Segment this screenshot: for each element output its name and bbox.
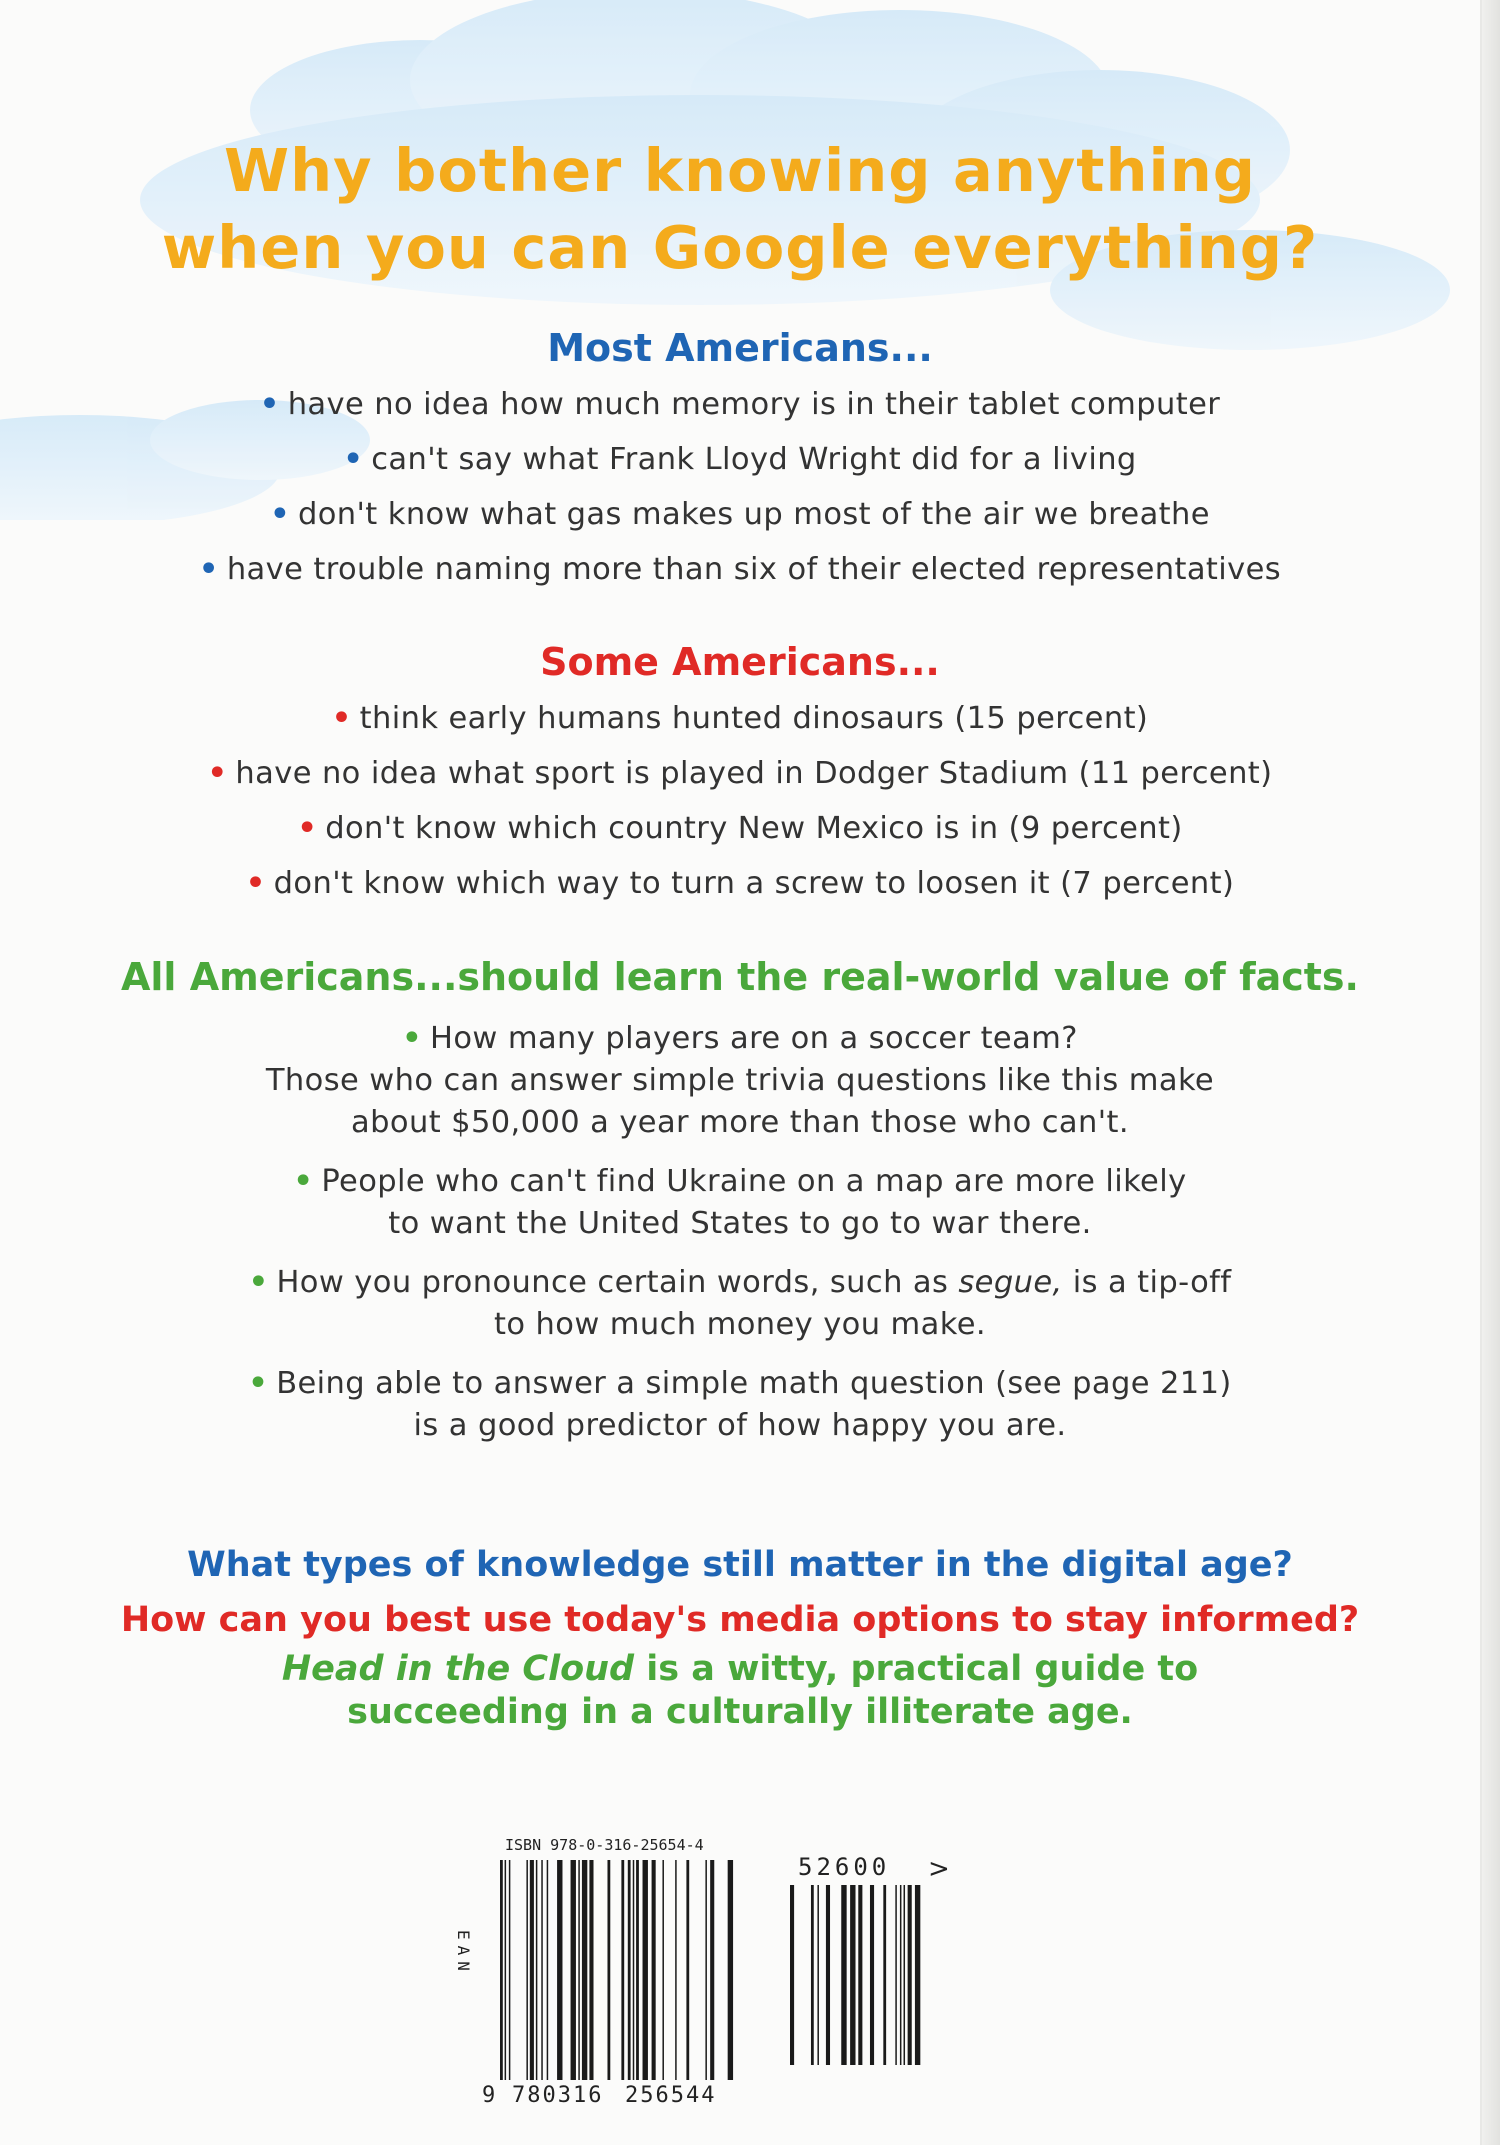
book-spine-edge bbox=[1482, 0, 1500, 2145]
barcode-digits-left: 780316 bbox=[512, 2083, 604, 2108]
book-spine-line bbox=[1480, 0, 1482, 2145]
barcode-bar bbox=[547, 1860, 549, 2080]
closing-section bbox=[0, 1538, 1480, 1734]
most-americans-section bbox=[0, 323, 1480, 597]
barcode-bar bbox=[633, 1860, 635, 2080]
bullet-icon: • bbox=[331, 701, 352, 736]
barcode-bar bbox=[578, 1860, 580, 2080]
list-item: • don't know which country New Mexico is in (9 percent) bbox=[297, 811, 1183, 846]
headline-line-2: when you can Google everything? bbox=[161, 213, 1319, 282]
barcode-bar bbox=[530, 1860, 534, 2080]
fact-paragraph-2: • People who can't find Ukraine on a map are more likely to want the United States to go to war there. bbox=[293, 1164, 1187, 1241]
barcode bbox=[440, 1830, 960, 2110]
bullet-icon: • bbox=[297, 811, 318, 846]
fact-paragraph-3: • How you pronounce certain words, such as segue, is a tip-off to how much money you make. bbox=[248, 1265, 1232, 1342]
barcode-bar bbox=[607, 1860, 610, 2080]
barcode-bar bbox=[662, 1860, 664, 2080]
barcode-bar bbox=[850, 1885, 855, 2065]
barcode-bar bbox=[643, 1860, 648, 2080]
barcode-bar bbox=[826, 1885, 830, 2065]
list-item: • have trouble naming more than six of their elected representatives bbox=[198, 552, 1282, 587]
facts-paragraphs bbox=[0, 1018, 1480, 1447]
barcode-bar bbox=[895, 1885, 897, 2065]
bullet-icon: • bbox=[293, 1164, 314, 1199]
barcode-digit-lead: 9 bbox=[482, 2083, 496, 2108]
ean-label: EAN bbox=[454, 1930, 473, 1977]
barcode-bar bbox=[541, 1860, 543, 2080]
barcode-bar bbox=[582, 1860, 587, 2080]
price-code: 52600 bbox=[798, 1853, 891, 1881]
bullet-icon: • bbox=[248, 1265, 269, 1300]
barcode-bar bbox=[652, 1860, 656, 2080]
barcode-bar bbox=[904, 1885, 906, 2065]
bullet-icon: • bbox=[198, 552, 219, 587]
all-americans-title: All Americans...should learn the real-world value of facts. bbox=[121, 955, 1359, 999]
barcode-bar bbox=[505, 1860, 507, 2080]
some-americans-section bbox=[0, 637, 1480, 911]
barcode-bar bbox=[870, 1885, 874, 2065]
closing-line-4: succeeding in a culturally illiterate age. bbox=[347, 1692, 1133, 1732]
book-title: Head in the Cloud bbox=[281, 1649, 635, 1689]
barcode-bar bbox=[526, 1860, 528, 2080]
fact-paragraph-1: • How many players are on a soccer team? Those who can answer simple trivia questions like this make about $50,000 a year more than those who can't. bbox=[265, 1021, 1215, 1140]
all-americans-section bbox=[0, 952, 1480, 1464]
list-item: • think early humans hunted dinosaurs (15 percent) bbox=[331, 701, 1149, 736]
barcode-bar bbox=[817, 1885, 819, 2065]
barcode-bar bbox=[915, 1885, 920, 2065]
most-americans-title: Most Americans... bbox=[547, 326, 933, 370]
list-item: • can't say what Frank Lloyd Wright did for a living bbox=[343, 442, 1137, 477]
arrow-icon: > bbox=[928, 1854, 950, 1884]
barcode-bar bbox=[571, 1860, 576, 2080]
bullet-icon: • bbox=[343, 442, 364, 477]
bullet-icon: • bbox=[248, 1366, 269, 1401]
barcode-bar bbox=[500, 1860, 503, 2080]
closing-question-1: What types of knowledge still matter in the digital age? bbox=[187, 1545, 1293, 1585]
barcode-bar bbox=[628, 1860, 631, 2080]
barcode-bar bbox=[675, 1860, 677, 2080]
isbn-text: ISBN 978-0-316-25654-4 bbox=[505, 1836, 704, 1854]
list-item: • don't know which way to turn a screw to loosen it (7 percent) bbox=[245, 866, 1235, 901]
barcode-bar bbox=[509, 1860, 511, 2080]
closing-line-3: Head in the Cloud is a witty, practical guide to bbox=[281, 1649, 1199, 1689]
list-item: • have no idea what sport is played in Dodger Stadium (11 percent) bbox=[207, 756, 1273, 791]
barcode-bar bbox=[686, 1860, 689, 2080]
barcode-digits-right: 256544 bbox=[625, 2083, 717, 2108]
barcode-bar bbox=[908, 1885, 912, 2065]
some-americans-title: Some Americans... bbox=[540, 640, 940, 684]
barcode-bar bbox=[790, 1885, 794, 2065]
bullet-icon: • bbox=[207, 756, 228, 791]
list-item: • have no idea how much memory is in their tablet computer bbox=[259, 387, 1221, 422]
bullet-icon: • bbox=[259, 387, 280, 422]
barcode-bar bbox=[883, 1885, 886, 2065]
list-item: • don't know what gas makes up most of the air we breathe bbox=[270, 497, 1210, 532]
barcode-bar bbox=[705, 1860, 707, 2080]
barcode-bar bbox=[557, 1860, 562, 2080]
barcode-bar bbox=[728, 1860, 733, 2080]
bullet-icon: • bbox=[270, 497, 290, 532]
closing-question-2: How can you best use today's media options to stay informed? bbox=[120, 1600, 1360, 1640]
barcode-bar bbox=[900, 1885, 902, 2065]
barcode-bar bbox=[536, 1860, 538, 2080]
barcode-bar bbox=[636, 1860, 639, 2080]
barcode-bar bbox=[811, 1885, 814, 2065]
headline-line-1: Why bother knowing anything bbox=[224, 136, 1256, 205]
bullet-icon: • bbox=[245, 866, 266, 901]
barcode-bar bbox=[589, 1860, 593, 2080]
bullet-icon: • bbox=[402, 1021, 423, 1056]
barcode-bar bbox=[841, 1885, 846, 2065]
barcode-bar bbox=[710, 1860, 714, 2080]
fact-paragraph-4: • Being able to answer a simple math question (see page 211) is a good predictor of how happy you are. bbox=[248, 1366, 1232, 1443]
headline bbox=[0, 132, 1480, 286]
barcode-bar bbox=[621, 1860, 624, 2080]
barcode-bar bbox=[858, 1885, 862, 2065]
